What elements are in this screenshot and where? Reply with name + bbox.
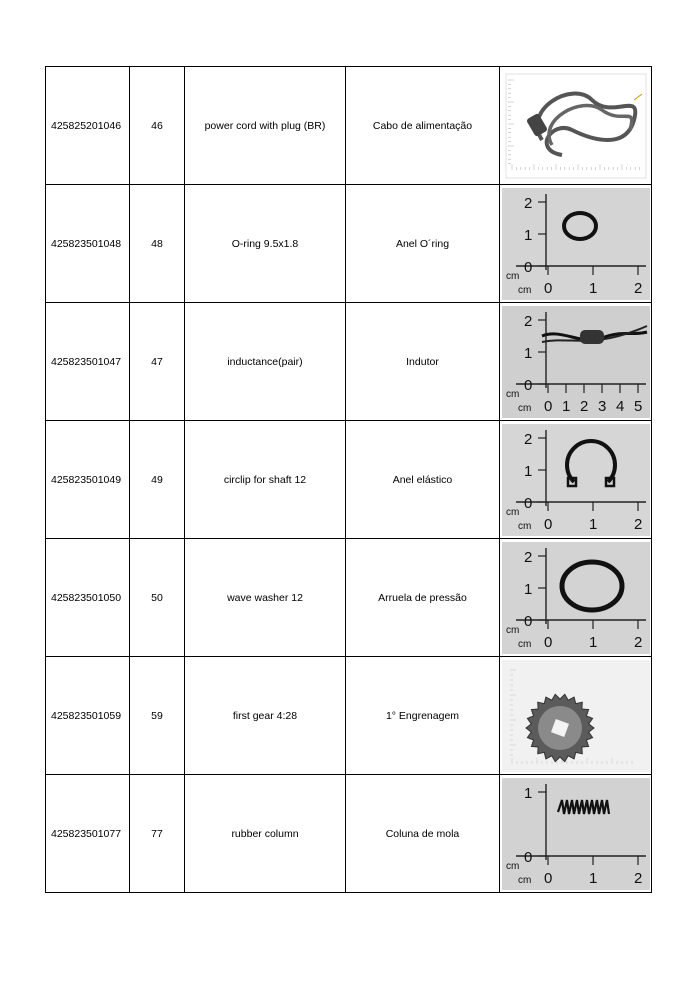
ruler-v-label: 0 bbox=[523, 494, 532, 512]
ruler-h-label: 1 bbox=[561, 397, 570, 415]
ruler-v-label: 2 bbox=[523, 430, 532, 448]
ruler-unit-label: cm bbox=[517, 638, 531, 650]
ruler-h-label: 1 bbox=[588, 515, 597, 533]
part-number-cell: 425823501048 bbox=[46, 185, 130, 303]
part-number-cell: 425823501059 bbox=[46, 657, 130, 775]
item-number-cell: 77 bbox=[130, 775, 185, 893]
portuguese-description-cell: Coluna de mola bbox=[346, 775, 500, 893]
ruler-unit-label: cm bbox=[517, 402, 531, 414]
ruler-h-label: 5 bbox=[633, 397, 642, 415]
table-row bbox=[46, 67, 652, 185]
ruler-v-label: 2 bbox=[523, 194, 532, 212]
item-number-cell: 46 bbox=[130, 67, 185, 185]
power-cord-icon bbox=[502, 70, 650, 182]
o-ring-icon bbox=[502, 188, 650, 300]
item-number-cell: 59 bbox=[130, 657, 185, 775]
ruler-v-label: 2 bbox=[523, 548, 532, 566]
spring-icon bbox=[502, 778, 650, 890]
table-row bbox=[46, 303, 652, 421]
item-number-cell: 48 bbox=[130, 185, 185, 303]
ruler-v-label: 2 bbox=[523, 312, 532, 330]
ruler-h-label: 0 bbox=[543, 397, 552, 415]
ruler-h-label: 2 bbox=[633, 515, 642, 533]
ruler-h-label: 0 bbox=[543, 515, 552, 533]
item-number-cell: 50 bbox=[130, 539, 185, 657]
part-number-cell: 425823501050 bbox=[46, 539, 130, 657]
part-number-cell: 425823501049 bbox=[46, 421, 130, 539]
ruler-h-label: 1 bbox=[588, 633, 597, 651]
ruler-v-label: 1 bbox=[523, 580, 532, 598]
table-row bbox=[46, 421, 652, 539]
ruler-v-label: 0 bbox=[523, 612, 532, 630]
ruler-h-label: 2 bbox=[633, 869, 642, 887]
ruler-v-label: 0 bbox=[523, 848, 532, 866]
portuguese-description-cell: Arruela de pressão bbox=[346, 539, 500, 657]
portuguese-description-cell: Anel O´ring bbox=[346, 185, 500, 303]
part-number-cell: 425823501077 bbox=[46, 775, 130, 893]
ruler-h-label: 0 bbox=[543, 869, 552, 887]
ruler-h-label: 2 bbox=[633, 279, 642, 297]
portuguese-description-cell: Anel elástico bbox=[346, 421, 500, 539]
part-photo-cell bbox=[500, 775, 652, 893]
ruler-unit-label: cm bbox=[517, 284, 531, 296]
ruler-unit-label: cm bbox=[505, 270, 519, 282]
item-number-cell: 47 bbox=[130, 303, 185, 421]
ruler-h-label: 4 bbox=[615, 397, 624, 415]
ruler-h-label: 3 bbox=[597, 397, 606, 415]
part-photo-cell bbox=[500, 657, 652, 775]
inductor-icon bbox=[502, 306, 650, 418]
ruler-unit-label: cm bbox=[517, 520, 531, 532]
gear-icon bbox=[502, 660, 650, 772]
item-number-cell: 49 bbox=[130, 421, 185, 539]
ruler-v-label: 1 bbox=[523, 226, 532, 244]
ruler-h-label: 0 bbox=[543, 279, 552, 297]
english-description-cell: circlip for shaft 12 bbox=[185, 421, 346, 539]
ruler-unit-label: cm bbox=[505, 860, 519, 872]
ruler-v-label: 0 bbox=[523, 376, 532, 394]
ruler-unit-label: cm bbox=[505, 388, 519, 400]
ruler-unit-label: cm bbox=[505, 506, 519, 518]
ruler-h-label: 2 bbox=[633, 633, 642, 651]
part-photo-cell bbox=[500, 539, 652, 657]
english-description-cell: power cord with plug (BR) bbox=[185, 67, 346, 185]
ruler-h-label: 1 bbox=[588, 279, 597, 297]
ruler-unit-label: cm bbox=[505, 624, 519, 636]
wave-washer-icon bbox=[502, 542, 650, 654]
english-description-cell: first gear 4:28 bbox=[185, 657, 346, 775]
ruler-v-label: 1 bbox=[523, 462, 532, 480]
parts-table bbox=[45, 66, 652, 893]
ruler-h-label: 1 bbox=[588, 869, 597, 887]
table-row bbox=[46, 539, 652, 657]
part-photo-cell bbox=[500, 421, 652, 539]
part-photo-cell bbox=[500, 67, 652, 185]
table-row bbox=[46, 657, 652, 775]
table-row bbox=[46, 185, 652, 303]
portuguese-description-cell: Indutor bbox=[346, 303, 500, 421]
table-row bbox=[46, 775, 652, 893]
english-description-cell: O-ring 9.5x1.8 bbox=[185, 185, 346, 303]
part-number-cell: 425825201046 bbox=[46, 67, 130, 185]
ruler-v-label: 0 bbox=[523, 258, 532, 276]
ruler-h-label: 0 bbox=[543, 633, 552, 651]
ruler-h-label: 2 bbox=[579, 397, 588, 415]
ruler-unit-label: cm bbox=[517, 874, 531, 886]
ruler-v-label: 1 bbox=[523, 344, 532, 362]
english-description-cell: inductance(pair) bbox=[185, 303, 346, 421]
part-number-cell: 425823501047 bbox=[46, 303, 130, 421]
part-photo-cell bbox=[500, 185, 652, 303]
portuguese-description-cell: Cabo de alimentação bbox=[346, 67, 500, 185]
circlip-icon bbox=[502, 424, 650, 536]
ruler-v-label: 1 bbox=[523, 784, 532, 802]
english-description-cell: rubber column bbox=[185, 775, 346, 893]
portuguese-description-cell: 1° Engrenagem bbox=[346, 657, 500, 775]
part-photo-cell bbox=[500, 303, 652, 421]
english-description-cell: wave washer 12 bbox=[185, 539, 346, 657]
